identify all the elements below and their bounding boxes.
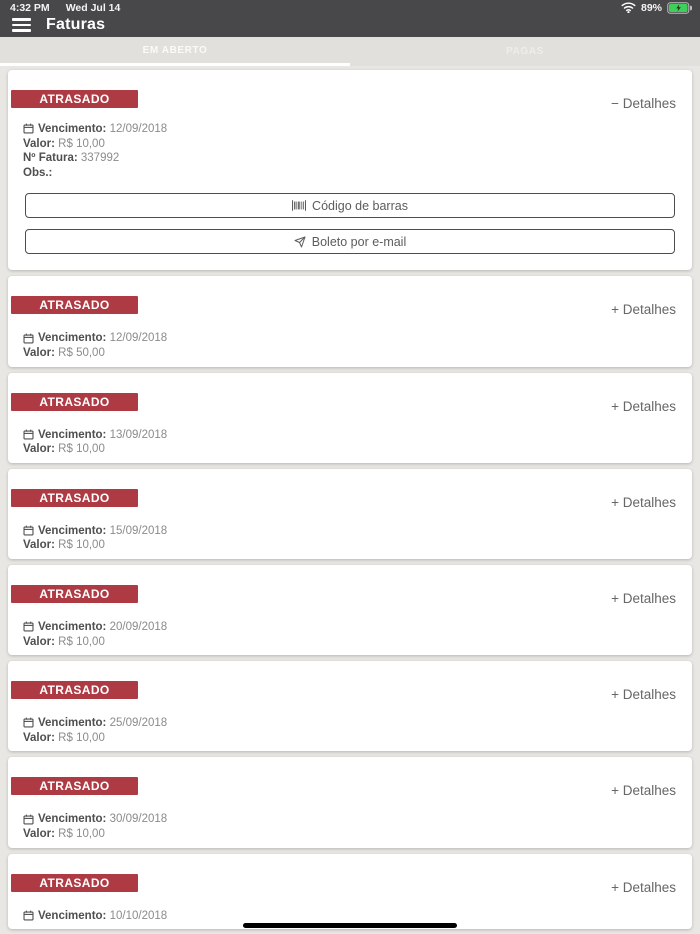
amount-row: Valor: R$ 10,00 <box>23 635 105 648</box>
status-badge: ATRASADO <box>11 393 138 411</box>
navigation-bar <box>0 13 700 37</box>
invoice-list <box>0 66 700 929</box>
amount-row: Valor: R$ 10,00 <box>23 443 105 456</box>
amount-row: Valor: R$ 50,00 <box>23 346 105 359</box>
send-icon <box>294 236 306 248</box>
details-toggle[interactable]: + Detalhes <box>611 687 676 703</box>
calendar-icon <box>23 333 34 344</box>
due-date-row: Vencimento: 25/09/2018 <box>23 716 677 731</box>
amount-value: R$ 10,00 <box>58 731 105 744</box>
invoice-card <box>8 469 692 559</box>
due-date-value: 15/09/2018 <box>109 524 168 537</box>
invoice-info <box>23 524 677 553</box>
invoice-info <box>23 909 677 924</box>
status-badge: ATRASADO <box>11 489 138 507</box>
email-button-label: Boleto por e-mail <box>311 234 407 249</box>
menu-icon[interactable] <box>12 18 31 32</box>
home-indicator[interactable] <box>243 923 457 928</box>
details-toggle[interactable]: + Detalhes <box>611 783 676 799</box>
due-date-value: 12/09/2018 <box>109 123 168 135</box>
barcode-button[interactable] <box>25 193 675 218</box>
details-toggle[interactable]: + Detalhes <box>611 302 676 318</box>
due-date-value: 25/09/2018 <box>109 717 168 730</box>
invoice-info <box>23 122 677 180</box>
status-bar <box>0 0 700 13</box>
invoice-info <box>23 716 677 745</box>
due-date-row: Vencimento: 20/09/2018 <box>23 620 677 635</box>
status-time: 4:32 PM <box>10 1 50 14</box>
calendar-icon <box>23 123 34 134</box>
invoice-info <box>23 331 677 360</box>
invoice-actions <box>25 193 675 254</box>
due-date-value: 20/09/2018 <box>109 620 168 633</box>
status-badge: ATRASADO <box>11 777 138 795</box>
calendar-icon <box>23 910 34 921</box>
due-date-row: Vencimento: 13/09/2018 <box>23 428 677 443</box>
amount-row: Valor: R$ 10,00 <box>23 539 105 552</box>
amount-value: R$ 50,00 <box>58 346 105 359</box>
email-button[interactable] <box>25 229 675 254</box>
due-date-row: Vencimento: 15/09/2018 <box>23 524 677 539</box>
calendar-icon <box>23 717 34 728</box>
status-badge: ATRASADO <box>11 874 138 892</box>
invoice-card <box>8 565 692 655</box>
details-toggle[interactable]: − Detalhes <box>611 96 676 111</box>
invoice-number-row: Nº Fatura: 337992 <box>23 152 120 165</box>
barcode-button-label: Código de barras <box>312 198 408 213</box>
amount-row: Valor: R$ 10,00 <box>23 827 105 840</box>
tab-em-aberto[interactable]: EM ABERTO <box>0 37 350 66</box>
battery-percent: 89% <box>640 1 662 14</box>
notes-row: Obs.: <box>23 166 53 179</box>
details-toggle[interactable]: + Detalhes <box>611 398 676 414</box>
app-header <box>0 0 700 37</box>
calendar-icon <box>23 621 34 632</box>
amount-value: R$ 10,00 <box>58 137 105 150</box>
amount-value: R$ 10,00 <box>58 635 105 648</box>
invoice-info <box>23 428 677 457</box>
calendar-icon <box>23 525 34 536</box>
invoice-card <box>8 373 692 463</box>
invoice-card <box>8 757 692 847</box>
due-date-value: 12/09/2018 <box>109 332 168 345</box>
calendar-icon <box>23 814 34 825</box>
invoice-card <box>8 70 692 270</box>
tab-bar <box>0 37 700 66</box>
amount-value: R$ 10,00 <box>58 539 105 552</box>
status-badge: ATRASADO <box>11 585 138 603</box>
due-date-row: Vencimento: 12/09/2018 <box>23 122 677 137</box>
due-date-value: 13/09/2018 <box>109 428 168 441</box>
invoice-card <box>8 661 692 751</box>
amount-value: R$ 10,00 <box>58 827 105 840</box>
invoice-number-value: 337992 <box>80 152 120 165</box>
amount-row: Valor: R$ 10,00 <box>23 137 105 150</box>
battery-charging-icon <box>667 2 692 14</box>
invoice-card <box>8 276 692 366</box>
due-date-value: 30/09/2018 <box>109 813 168 826</box>
wifi-icon <box>621 2 636 13</box>
status-badge: ATRASADO <box>11 681 138 699</box>
details-toggle[interactable]: + Detalhes <box>611 590 676 606</box>
details-toggle[interactable]: + Detalhes <box>611 494 676 510</box>
details-toggle[interactable]: + Detalhes <box>611 879 676 895</box>
status-date: Wed Jul 14 <box>65 1 121 14</box>
calendar-icon <box>23 429 34 440</box>
due-date-row: Vencimento: 10/10/2018 <box>23 909 677 924</box>
tab-pagas[interactable]: PAGAS <box>506 46 544 57</box>
due-date-value: 10/10/2018 <box>109 909 168 922</box>
due-date-row: Vencimento: 12/09/2018 <box>23 331 677 346</box>
invoice-info <box>23 620 677 649</box>
page-title: Faturas <box>46 16 106 33</box>
amount-value: R$ 10,00 <box>58 443 105 456</box>
invoice-card <box>8 854 692 930</box>
invoice-info <box>23 812 677 841</box>
status-badge: ATRASADO <box>11 296 138 314</box>
amount-row: Valor: R$ 10,00 <box>23 731 105 744</box>
due-date-row: Vencimento: 30/09/2018 <box>23 812 677 827</box>
status-badge: ATRASADO <box>11 90 138 108</box>
barcode-icon <box>292 200 306 211</box>
